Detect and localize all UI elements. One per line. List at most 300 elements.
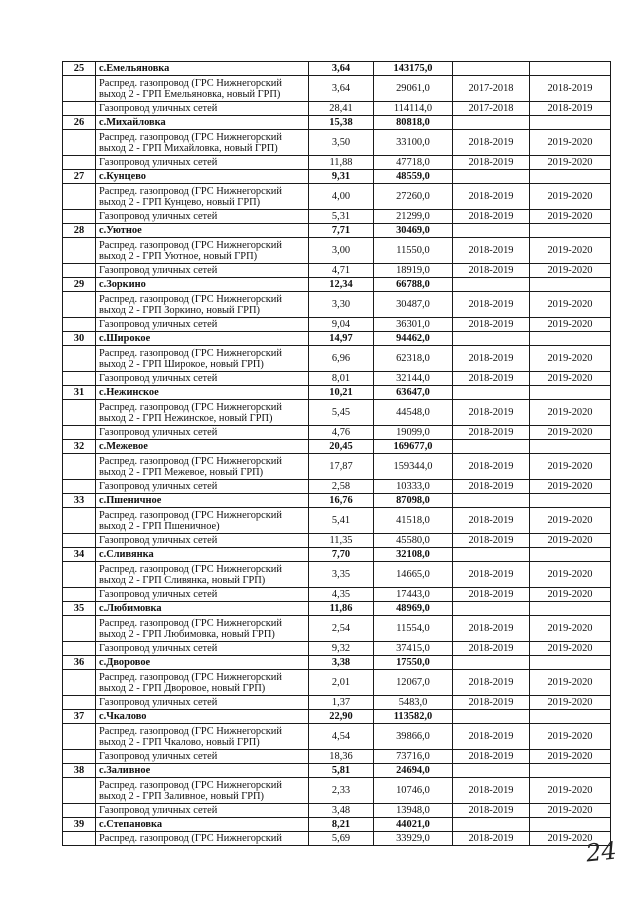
build-years-cell — [530, 764, 611, 778]
table-row — [63, 346, 611, 372]
row-number-cell — [63, 76, 96, 102]
name-text: Распред. газопровод (ГРС Нижнегорский выход 2 - ГРП Кунцево, новый ГРП) — [99, 185, 282, 208]
village-row — [63, 386, 611, 400]
build-years-cell: 2019-2020 — [530, 292, 611, 318]
length-cell: 8,01 — [309, 372, 374, 386]
length-cell: 3,50 — [309, 130, 374, 156]
cost-cell: 87098,0 — [374, 494, 453, 508]
design-years-cell: 2017-2018 — [453, 76, 530, 102]
design-years-cell — [453, 494, 530, 508]
length-cell: 28,41 — [309, 102, 374, 116]
build-years-cell: 2019-2020 — [530, 588, 611, 602]
row-number-cell: 38 — [63, 764, 96, 778]
row-number-cell — [63, 264, 96, 278]
cost-cell: 11550,0 — [374, 238, 453, 264]
cost-cell: 62318,0 — [374, 346, 453, 372]
name-cell — [96, 562, 309, 588]
cost-cell: 36301,0 — [374, 318, 453, 332]
design-years-cell — [453, 224, 530, 238]
table-row — [63, 670, 611, 696]
row-number-cell — [63, 130, 96, 156]
name-cell: Распред. газопровод (ГРС Нижнегорский — [96, 832, 309, 846]
name-cell: Газопровод уличных сетей — [96, 534, 309, 548]
cost-cell: 11554,0 — [374, 616, 453, 642]
length-cell: 12,34 — [309, 278, 374, 292]
name-cell: с.Емельяновка — [96, 62, 309, 76]
build-years-cell: 2019-2020 — [530, 480, 611, 494]
row-number-cell: 33 — [63, 494, 96, 508]
table-row — [63, 616, 611, 642]
name-cell: с.Заливное — [96, 764, 309, 778]
cost-cell: 12067,0 — [374, 670, 453, 696]
cost-cell: 27260,0 — [374, 184, 453, 210]
village-row — [63, 764, 611, 778]
row-number-cell: 32 — [63, 440, 96, 454]
name-cell: Газопровод уличных сетей — [96, 426, 309, 440]
name-cell: с.Степановка — [96, 818, 309, 832]
build-years-cell — [530, 710, 611, 724]
row-number-cell: 37 — [63, 710, 96, 724]
cost-cell: 17550,0 — [374, 656, 453, 670]
name-cell: с.Уютное — [96, 224, 309, 238]
build-years-cell — [530, 332, 611, 346]
row-number-cell — [63, 724, 96, 750]
name-cell — [96, 238, 309, 264]
cost-cell: 94462,0 — [374, 332, 453, 346]
build-years-cell: 2019-2020 — [530, 372, 611, 386]
cost-cell: 44548,0 — [374, 400, 453, 426]
row-number-cell: 27 — [63, 170, 96, 184]
name-cell: Газопровод уличных сетей — [96, 588, 309, 602]
name-cell — [96, 508, 309, 534]
length-cell: 3,38 — [309, 656, 374, 670]
table-body — [63, 62, 611, 846]
build-years-cell: 2019-2020 — [530, 832, 611, 846]
cost-cell: 32108,0 — [374, 548, 453, 562]
design-years-cell: 2018-2019 — [453, 346, 530, 372]
row-number-cell — [63, 750, 96, 764]
design-years-cell: 2018-2019 — [453, 292, 530, 318]
cost-cell: 159344,0 — [374, 454, 453, 480]
build-years-cell — [530, 440, 611, 454]
cost-cell: 10746,0 — [374, 778, 453, 804]
design-years-cell: 2018-2019 — [453, 724, 530, 750]
name-text: Распред. газопровод (ГРС Нижнегорский выход 2 - ГРП Широкое, новый ГРП) — [99, 347, 282, 370]
design-years-cell: 2018-2019 — [453, 696, 530, 710]
build-years-cell: 2018-2019 — [530, 102, 611, 116]
length-cell: 4,71 — [309, 264, 374, 278]
design-years-cell: 2018-2019 — [453, 804, 530, 818]
row-number-cell — [63, 102, 96, 116]
name-cell: с.Сливянка — [96, 548, 309, 562]
table-row — [63, 642, 611, 656]
design-years-cell: 2018-2019 — [453, 318, 530, 332]
cost-cell: 39866,0 — [374, 724, 453, 750]
row-number-cell — [63, 562, 96, 588]
length-cell: 3,00 — [309, 238, 374, 264]
village-row — [63, 602, 611, 616]
row-number-cell — [63, 454, 96, 480]
cost-cell: 143175,0 — [374, 62, 453, 76]
length-cell: 5,45 — [309, 400, 374, 426]
row-number-cell — [63, 804, 96, 818]
name-text: Распред. газопровод (ГРС Нижнегорский выход 2 - ГРП Дворовое, новый ГРП) — [99, 671, 282, 694]
village-row — [63, 278, 611, 292]
table-row — [63, 372, 611, 386]
name-cell: Газопровод уличных сетей — [96, 210, 309, 224]
build-years-cell: 2018-2019 — [530, 76, 611, 102]
row-number-cell — [63, 346, 96, 372]
length-cell: 5,69 — [309, 832, 374, 846]
design-years-cell: 2018-2019 — [453, 210, 530, 224]
name-cell — [96, 400, 309, 426]
row-number-cell: 26 — [63, 116, 96, 130]
name-cell — [96, 346, 309, 372]
cost-cell: 45580,0 — [374, 534, 453, 548]
table-row — [63, 238, 611, 264]
cost-cell: 73716,0 — [374, 750, 453, 764]
design-years-cell: 2018-2019 — [453, 372, 530, 386]
length-cell: 4,35 — [309, 588, 374, 602]
design-years-cell: 2018-2019 — [453, 130, 530, 156]
design-years-cell — [453, 278, 530, 292]
design-years-cell — [453, 764, 530, 778]
row-number-cell: 36 — [63, 656, 96, 670]
build-years-cell: 2019-2020 — [530, 238, 611, 264]
design-years-cell — [453, 440, 530, 454]
table-row — [63, 292, 611, 318]
row-number-cell — [63, 778, 96, 804]
design-years-cell: 2018-2019 — [453, 670, 530, 696]
name-cell: с.Любимовка — [96, 602, 309, 616]
length-cell: 2,58 — [309, 480, 374, 494]
village-row — [63, 170, 611, 184]
name-cell: Газопровод уличных сетей — [96, 318, 309, 332]
village-row — [63, 656, 611, 670]
name-cell: с.Дворовое — [96, 656, 309, 670]
name-text: Распред. газопровод (ГРС Нижнегорский выход 2 - ГРП Заливное, новый ГРП) — [99, 779, 282, 802]
cost-cell: 80818,0 — [374, 116, 453, 130]
build-years-cell: 2019-2020 — [530, 264, 611, 278]
row-number-cell: 30 — [63, 332, 96, 346]
cost-cell: 41518,0 — [374, 508, 453, 534]
table-row — [63, 102, 611, 116]
build-years-cell: 2019-2020 — [530, 616, 611, 642]
design-years-cell — [453, 332, 530, 346]
design-years-cell: 2018-2019 — [453, 426, 530, 440]
row-number-cell — [63, 400, 96, 426]
build-years-cell: 2019-2020 — [530, 210, 611, 224]
build-years-cell: 2019-2020 — [530, 454, 611, 480]
design-years-cell: 2018-2019 — [453, 264, 530, 278]
cost-cell: 30469,0 — [374, 224, 453, 238]
name-cell — [96, 778, 309, 804]
name-cell — [96, 724, 309, 750]
name-text: Распред. газопровод (ГРС Нижнегорский выход 2 - ГРП Пшеничное) — [99, 509, 282, 532]
length-cell: 22,90 — [309, 710, 374, 724]
row-number-cell — [63, 318, 96, 332]
village-row — [63, 818, 611, 832]
cost-cell: 24694,0 — [374, 764, 453, 778]
cost-cell: 48559,0 — [374, 170, 453, 184]
design-years-cell: 2018-2019 — [453, 616, 530, 642]
row-number-cell — [63, 184, 96, 210]
name-cell: с.Пшеничное — [96, 494, 309, 508]
cost-cell: 63647,0 — [374, 386, 453, 400]
table-row — [63, 210, 611, 224]
design-years-cell — [453, 656, 530, 670]
design-years-cell: 2018-2019 — [453, 184, 530, 210]
name-text: Распред. газопровод (ГРС Нижнегорский выход 2 - ГРП Межевое, новый ГРП) — [99, 455, 282, 478]
name-cell: с.Широкое — [96, 332, 309, 346]
table-row — [63, 454, 611, 480]
table-row — [63, 778, 611, 804]
length-cell: 3,35 — [309, 562, 374, 588]
build-years-cell: 2019-2020 — [530, 508, 611, 534]
build-years-cell: 2019-2020 — [530, 426, 611, 440]
build-years-cell — [530, 494, 611, 508]
length-cell: 9,04 — [309, 318, 374, 332]
build-years-cell: 2019-2020 — [530, 562, 611, 588]
name-text: Распред. газопровод (ГРС Нижнегорский выход 2 - ГРП Михайловка, новый ГРП) — [99, 131, 282, 154]
name-cell — [96, 292, 309, 318]
name-text: Распред. газопровод (ГРС Нижнегорский выход 2 - ГРП Любимовка, новый ГРП) — [99, 617, 282, 640]
row-number-cell — [63, 372, 96, 386]
build-years-cell — [530, 818, 611, 832]
row-number-cell — [63, 642, 96, 656]
cost-cell: 21299,0 — [374, 210, 453, 224]
length-cell: 5,31 — [309, 210, 374, 224]
name-cell — [96, 454, 309, 480]
table-row — [63, 130, 611, 156]
name-cell: Газопровод уличных сетей — [96, 372, 309, 386]
length-cell: 2,54 — [309, 616, 374, 642]
length-cell: 14,97 — [309, 332, 374, 346]
name-cell: Газопровод уличных сетей — [96, 696, 309, 710]
build-years-cell: 2019-2020 — [530, 318, 611, 332]
row-number-cell — [63, 480, 96, 494]
build-years-cell — [530, 386, 611, 400]
row-number-cell: 28 — [63, 224, 96, 238]
cost-cell: 48969,0 — [374, 602, 453, 616]
length-cell: 5,41 — [309, 508, 374, 534]
cost-cell: 17443,0 — [374, 588, 453, 602]
length-cell: 2,33 — [309, 778, 374, 804]
design-years-cell: 2018-2019 — [453, 588, 530, 602]
cost-cell: 32144,0 — [374, 372, 453, 386]
name-cell — [96, 616, 309, 642]
build-years-cell: 2019-2020 — [530, 130, 611, 156]
cost-cell: 169677,0 — [374, 440, 453, 454]
village-row — [63, 224, 611, 238]
table-row — [63, 832, 611, 846]
row-number-cell — [63, 588, 96, 602]
name-text: Распред. газопровод (ГРС Нижнегорский выход 2 - ГРП Зоркино, новый ГРП) — [99, 293, 282, 316]
length-cell: 3,48 — [309, 804, 374, 818]
cost-cell: 5483,0 — [374, 696, 453, 710]
table-row — [63, 696, 611, 710]
design-years-cell: 2018-2019 — [453, 832, 530, 846]
table-row — [63, 76, 611, 102]
cost-cell: 10333,0 — [374, 480, 453, 494]
length-cell: 1,37 — [309, 696, 374, 710]
row-number-cell — [63, 508, 96, 534]
build-years-cell — [530, 656, 611, 670]
name-text: Распред. газопровод (ГРС Нижнегорский выход 2 - ГРП Сливянка, новый ГРП) — [99, 563, 282, 586]
build-years-cell — [530, 170, 611, 184]
length-cell: 4,00 — [309, 184, 374, 210]
design-years-cell: 2018-2019 — [453, 508, 530, 534]
table-row — [63, 750, 611, 764]
page-number: 24 — [584, 836, 618, 868]
design-years-cell — [453, 818, 530, 832]
design-years-cell: 2018-2019 — [453, 156, 530, 170]
design-years-cell: 2018-2019 — [453, 562, 530, 588]
cost-cell: 47718,0 — [374, 156, 453, 170]
row-number-cell: 35 — [63, 602, 96, 616]
name-cell: Газопровод уличных сетей — [96, 264, 309, 278]
table-row — [63, 426, 611, 440]
name-text: Распред. газопровод (ГРС Нижнегорский выход 2 - ГРП Нежинское, новый ГРП) — [99, 401, 282, 424]
length-cell: 11,86 — [309, 602, 374, 616]
cost-cell: 113582,0 — [374, 710, 453, 724]
village-row — [63, 62, 611, 76]
name-text: Распред. газопровод (ГРС Нижнегорский выход 2 - ГРП Емельяновка, новый ГРП) — [99, 77, 282, 100]
length-cell: 8,21 — [309, 818, 374, 832]
row-number-cell — [63, 832, 96, 846]
cost-cell: 33929,0 — [374, 832, 453, 846]
name-text: Распред. газопровод (ГРС Нижнегорский выход 2 - ГРП Уютное, новый ГРП) — [99, 239, 282, 262]
cost-cell: 30487,0 — [374, 292, 453, 318]
village-row — [63, 548, 611, 562]
village-row — [63, 116, 611, 130]
table-row — [63, 318, 611, 332]
length-cell: 18,36 — [309, 750, 374, 764]
build-years-cell: 2019-2020 — [530, 724, 611, 750]
table-row — [63, 562, 611, 588]
design-years-cell: 2018-2019 — [453, 480, 530, 494]
build-years-cell: 2019-2020 — [530, 400, 611, 426]
design-years-cell: 2018-2019 — [453, 778, 530, 804]
length-cell: 15,38 — [309, 116, 374, 130]
village-row — [63, 494, 611, 508]
name-cell: с.Зоркино — [96, 278, 309, 292]
build-years-cell — [530, 116, 611, 130]
table-row — [63, 724, 611, 750]
length-cell: 4,54 — [309, 724, 374, 750]
length-cell: 16,76 — [309, 494, 374, 508]
cost-cell: 114114,0 — [374, 102, 453, 116]
table-row — [63, 400, 611, 426]
build-years-cell: 2019-2020 — [530, 346, 611, 372]
build-years-cell: 2019-2020 — [530, 696, 611, 710]
design-years-cell — [453, 116, 530, 130]
build-years-cell: 2019-2020 — [530, 184, 611, 210]
row-number-cell — [63, 534, 96, 548]
table-row — [63, 534, 611, 548]
name-cell: Газопровод уличных сетей — [96, 156, 309, 170]
name-cell — [96, 670, 309, 696]
row-number-cell — [63, 210, 96, 224]
design-years-cell: 2018-2019 — [453, 750, 530, 764]
length-cell: 7,70 — [309, 548, 374, 562]
row-number-cell — [63, 292, 96, 318]
design-years-cell — [453, 710, 530, 724]
table-row — [63, 508, 611, 534]
length-cell: 20,45 — [309, 440, 374, 454]
name-cell: с.Нежинское — [96, 386, 309, 400]
length-cell: 3,64 — [309, 62, 374, 76]
cost-cell: 37415,0 — [374, 642, 453, 656]
design-years-cell — [453, 386, 530, 400]
length-cell: 2,01 — [309, 670, 374, 696]
name-cell: с.Михайловка — [96, 116, 309, 130]
name-cell: Газопровод уличных сетей — [96, 750, 309, 764]
name-cell: с.Кунцево — [96, 170, 309, 184]
build-years-cell — [530, 62, 611, 76]
length-cell: 17,87 — [309, 454, 374, 480]
cost-cell: 66788,0 — [374, 278, 453, 292]
build-years-cell: 2019-2020 — [530, 156, 611, 170]
build-years-cell: 2019-2020 — [530, 642, 611, 656]
length-cell: 3,30 — [309, 292, 374, 318]
village-row — [63, 332, 611, 346]
name-cell — [96, 184, 309, 210]
build-years-cell — [530, 278, 611, 292]
cost-cell: 44021,0 — [374, 818, 453, 832]
table-row — [63, 804, 611, 818]
table-row — [63, 184, 611, 210]
design-years-cell — [453, 602, 530, 616]
row-number-cell: 39 — [63, 818, 96, 832]
name-cell: Газопровод уличных сетей — [96, 642, 309, 656]
cost-cell: 33100,0 — [374, 130, 453, 156]
row-number-cell: 25 — [63, 62, 96, 76]
design-years-cell — [453, 548, 530, 562]
village-row — [63, 710, 611, 724]
cost-cell: 19099,0 — [374, 426, 453, 440]
design-years-cell — [453, 62, 530, 76]
build-years-cell: 2019-2020 — [530, 750, 611, 764]
design-years-cell: 2018-2019 — [453, 238, 530, 264]
build-years-cell: 2019-2020 — [530, 778, 611, 804]
row-number-cell: 34 — [63, 548, 96, 562]
design-years-cell: 2018-2019 — [453, 400, 530, 426]
name-cell: с.Чкалово — [96, 710, 309, 724]
cost-cell: 14665,0 — [374, 562, 453, 588]
design-years-cell: 2018-2019 — [453, 642, 530, 656]
name-cell — [96, 130, 309, 156]
design-years-cell: 2018-2019 — [453, 534, 530, 548]
table-row — [63, 156, 611, 170]
row-number-cell: 29 — [63, 278, 96, 292]
name-cell: Газопровод уличных сетей — [96, 804, 309, 818]
row-number-cell: 31 — [63, 386, 96, 400]
build-years-cell: 2019-2020 — [530, 534, 611, 548]
name-cell: с.Межевое — [96, 440, 309, 454]
design-years-cell: 2018-2019 — [453, 454, 530, 480]
length-cell: 9,32 — [309, 642, 374, 656]
table-row — [63, 588, 611, 602]
length-cell: 6,96 — [309, 346, 374, 372]
length-cell: 7,71 — [309, 224, 374, 238]
name-cell — [96, 76, 309, 102]
table-row — [63, 264, 611, 278]
cost-cell: 18919,0 — [374, 264, 453, 278]
gas-pipeline-table — [62, 61, 611, 846]
build-years-cell: 2019-2020 — [530, 670, 611, 696]
length-cell: 5,81 — [309, 764, 374, 778]
